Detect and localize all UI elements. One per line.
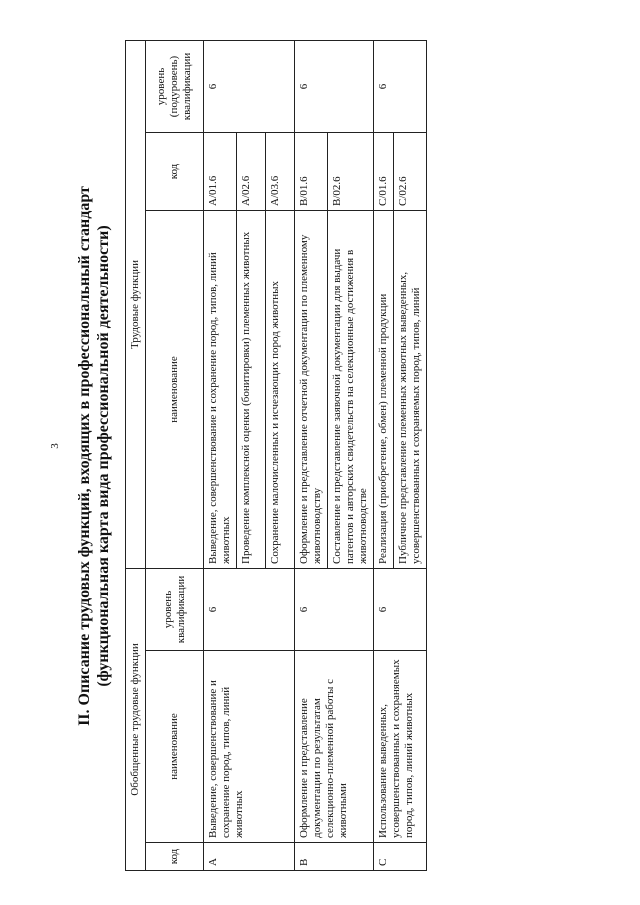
function-level: 6: [295, 40, 374, 132]
header-labor: Трудовые функции: [126, 40, 146, 568]
function-name: Выведение, совершенствование и сохранение пород, типов, линий животных: [204, 210, 237, 568]
group-level: 6: [295, 568, 374, 650]
header-code: код: [146, 843, 204, 871]
table-row: [204, 40, 237, 870]
group-level: 6: [374, 568, 427, 650]
header-name: наименование: [146, 210, 204, 568]
group-name: Использование выведенных, усовершенствованных и сохраняемых пород, типов, линий животных: [374, 651, 427, 843]
header-code: код: [146, 132, 204, 210]
function-name: Составление и представление заявочной документации для выдачи патентов и авторских свидетельств на селекционные достижения в животноводстве: [328, 210, 374, 568]
function-name: Публичное представление племенных животных выведенных, усовершенствованных и сохраняемых пород, типов, линий: [394, 210, 427, 568]
function-name: Проведение комплексной оценки (бонитировки) племенных животных: [237, 210, 266, 568]
document-page: [45, 36, 605, 876]
table-row: [295, 40, 328, 870]
function-code: C/02.6: [394, 132, 427, 210]
function-code: C/01.6: [374, 132, 394, 210]
group-code: C: [374, 843, 427, 871]
header-sub-level: уровень (подуровень) квалификации: [146, 40, 204, 132]
header-generalized: Обобщенные трудовые функции: [126, 568, 146, 870]
header-name: наименование: [146, 651, 204, 843]
function-name: Оформление и представление отчетной документации по племенному животноводству: [295, 210, 328, 568]
group-name: Выведение, совершенствование и сохранение пород, типов, линий животных: [204, 651, 295, 843]
function-code: B/02.6: [328, 132, 374, 210]
function-level: 6: [204, 40, 295, 132]
function-code: A/03.6: [266, 132, 295, 210]
function-name: Реализация (приобретение, обмен) племенной продукции: [374, 210, 394, 568]
title-line-1: II. Описание трудовых функций, входящих в профессиональный стандарт: [76, 186, 93, 726]
function-code: B/01.6: [295, 132, 328, 210]
header-qual-level: уровень квалификации: [146, 568, 204, 650]
function-name: Сохранение малочисленных и исчезающих пород животных: [266, 210, 295, 568]
function-code: A/01.6: [204, 132, 237, 210]
group-name: Оформление и представление документации по результатам селекционно-племенной работы с животными: [295, 651, 374, 843]
group-code: A: [204, 843, 295, 871]
page-title: [75, 56, 113, 856]
page-number: 3: [49, 443, 61, 449]
table-row: [374, 40, 394, 870]
function-level: 6: [374, 40, 427, 132]
title-line-2: (функциональная карта вида профессиональной деятельности): [95, 225, 112, 687]
function-code: A/02.6: [237, 132, 266, 210]
functions-table: [125, 40, 427, 871]
group-level: 6: [204, 568, 295, 650]
group-code: B: [295, 843, 374, 871]
